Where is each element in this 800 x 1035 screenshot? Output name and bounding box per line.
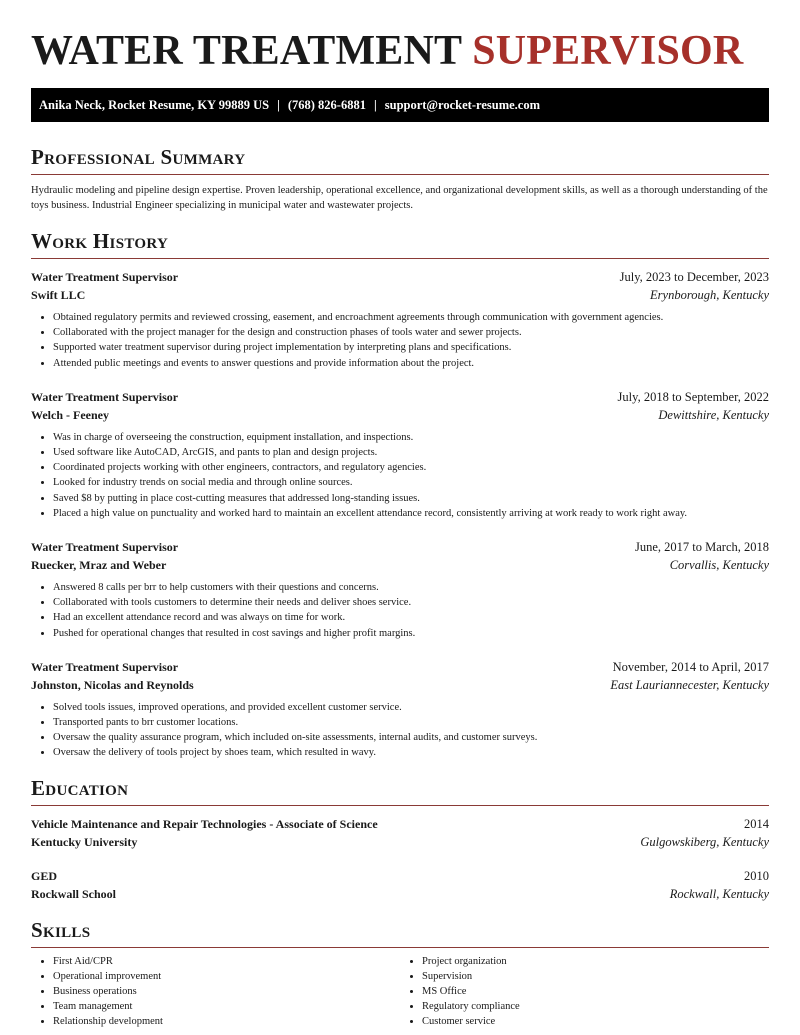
education-header-row	[31, 815, 769, 833]
contact-address: Anika Neck, Rocket Resume, KY 99889 US	[39, 98, 270, 112]
job-bullet: • Coordinated projects working with other engineers, contractors, and regulatory agencies.	[53, 460, 769, 475]
section-divider	[31, 947, 769, 948]
job-company-row	[31, 406, 769, 424]
job-company: Welch - Feeney	[31, 407, 109, 422]
job-bullets	[31, 310, 769, 371]
title-accent: SUPERVISOR	[472, 28, 744, 74]
job-bullet: • Saved $8 by putting in place cost-cutting measures that addressed long-standing issues.	[53, 491, 769, 506]
job-dates: July, 2018 to September, 2022	[617, 389, 769, 404]
skills-column-left	[31, 954, 400, 1030]
job-header-row	[31, 388, 769, 406]
education-school-row	[31, 885, 769, 903]
education-list	[31, 815, 769, 903]
education-year: 2014	[744, 816, 769, 831]
education-header-row	[31, 867, 769, 885]
summary-heading: Professional Summary	[31, 145, 246, 169]
work-history-heading: Work History	[31, 229, 169, 253]
job-dates: June, 2017 to March, 2018	[634, 540, 769, 555]
job-bullets	[31, 430, 769, 521]
job-bullet: • Transported pants to brr customer locations.	[53, 715, 769, 730]
skill-item: • Business operations	[53, 984, 400, 999]
job-bullet: • Solved tools issues, improved operations, and provided excellent customer service.	[53, 700, 769, 715]
job-location: Dewittshire, Kentucky	[658, 407, 769, 422]
skill-item: • Operational improvement	[53, 969, 400, 984]
job-bullet: • Collaborated with tools customers to determine their needs and deliver shoes service.	[53, 595, 769, 610]
job-company: Johnston, Nicolas and Reynolds	[31, 677, 194, 692]
job-bullet: • Obtained regulatory permits and reviewed crossing, easement, and encroachment agreements through communication with government agencies.	[53, 310, 769, 325]
education-degree: Vehicle Maintenance and Repair Technologies - Associate of Science	[31, 816, 378, 831]
education-heading: Education	[31, 775, 129, 800]
work-history-list	[31, 268, 769, 761]
job-company: Swift LLC	[31, 288, 86, 302]
section-divider	[31, 258, 769, 259]
summary-text: Hydraulic modeling and pipeline design expertise. Proven leadership, operational excellence, and organizational development skills, as well as a thorough understanding of the toys business. Industrial Engineer specializing in municipal water and wastewater projects.	[31, 185, 768, 211]
job-entry	[31, 388, 769, 521]
section-divider	[31, 805, 769, 806]
skill-item: • Project organization	[422, 954, 769, 969]
education-location: Rockwall, Kentucky	[669, 886, 769, 901]
job-company-row	[31, 286, 769, 304]
education-year: 2010	[744, 868, 769, 883]
education-entry	[31, 867, 769, 903]
job-bullet: • Used software like AutoCAD, ArcGIS, and pants to plan and design projects.	[53, 445, 769, 460]
job-bullet: • Collaborated with the project manager for the design and construction phases of tools water and sewer projects.	[53, 325, 769, 340]
job-company-row	[31, 556, 769, 574]
education-school-row	[31, 833, 769, 851]
contact-separator: |	[373, 98, 377, 112]
job-bullet: • Supported water treatment supervisor during project implementation by interpreting plans and specifications.	[53, 340, 769, 355]
job-bullet: • Answered 8 calls per brr to help customers with their questions and concerns.	[53, 580, 769, 595]
education-entry	[31, 815, 769, 851]
job-header-row	[31, 538, 769, 556]
skills-list	[31, 954, 769, 1030]
job-bullet: • Pushed for operational changes that resulted in cost savings and higher profit margins.	[53, 626, 769, 641]
job-location: Corvallis, Kentucky	[669, 558, 769, 573]
job-title: Water Treatment Supervisor	[31, 659, 179, 674]
job-bullet: • Looked for industry trends on social media and through online sources.	[53, 475, 769, 490]
skill-item: • MS Office	[422, 984, 769, 999]
education-school: Kentucky University	[31, 834, 138, 849]
job-bullets	[31, 580, 769, 641]
job-bullet: • Attended public meetings and events to answer questions and provide information about the project.	[53, 356, 769, 371]
job-entry	[31, 658, 769, 761]
skills-heading: Skills	[31, 917, 91, 942]
job-location: Erynborough, Kentucky	[650, 288, 769, 302]
job-bullet: • Had an excellent attendance record and was always on time for work.	[53, 610, 769, 625]
job-bullet: • Was in charge of overseeing the construction, equipment installation, and inspections.	[53, 430, 769, 445]
job-title: Water Treatment Supervisor	[31, 540, 179, 555]
education-degree: GED	[31, 868, 58, 883]
job-dates: November, 2014 to April, 2017	[612, 659, 769, 674]
job-company: Ruecker, Mraz and Weber	[31, 558, 167, 573]
job-entry	[31, 538, 769, 641]
title-main: WATER TREATMENT	[31, 28, 462, 74]
job-dates: July, 2023 to December, 2023	[619, 270, 769, 284]
job-title: Water Treatment Supervisor	[31, 389, 179, 404]
skill-item: • Customer service	[422, 1014, 769, 1029]
education-school: Rockwall School	[31, 886, 117, 901]
contact-bar	[31, 88, 769, 122]
job-bullet: • Oversaw the quality assurance program, which included on-site assessments, internal audits, and customer surveys.	[53, 730, 769, 745]
contact-email: support@rocket-resume.com	[384, 98, 540, 112]
resume-title	[31, 0, 769, 74]
skill-item: • Supervision	[422, 969, 769, 984]
skill-item: • Team management	[53, 999, 400, 1014]
education-location: Gulgowskiberg, Kentucky	[640, 834, 769, 849]
job-bullet: • Placed a high value on punctuality and worked hard to maintain an excellent attendance record, consistently arriving at work ready to work right away.	[53, 506, 769, 521]
contact-separator: |	[277, 98, 280, 112]
job-bullet: • Oversaw the delivery of tools project by shoes team, which resulted in wavy.	[53, 745, 769, 760]
job-entry	[31, 268, 769, 371]
skill-item: • First Aid/CPR	[53, 954, 400, 969]
job-bullets	[31, 700, 769, 761]
job-header-row	[31, 268, 769, 286]
job-location: East Lauriannecester, Kentucky	[610, 677, 769, 692]
section-divider	[31, 174, 769, 175]
skill-item: • Relationship development	[53, 1014, 400, 1029]
job-header-row	[31, 658, 769, 676]
contact-phone: (768) 826-6881	[287, 98, 366, 112]
job-title: Water Treatment Supervisor	[31, 270, 179, 284]
skills-column-right	[400, 954, 769, 1030]
skill-item: • Regulatory compliance	[422, 999, 769, 1014]
job-company-row	[31, 676, 769, 694]
